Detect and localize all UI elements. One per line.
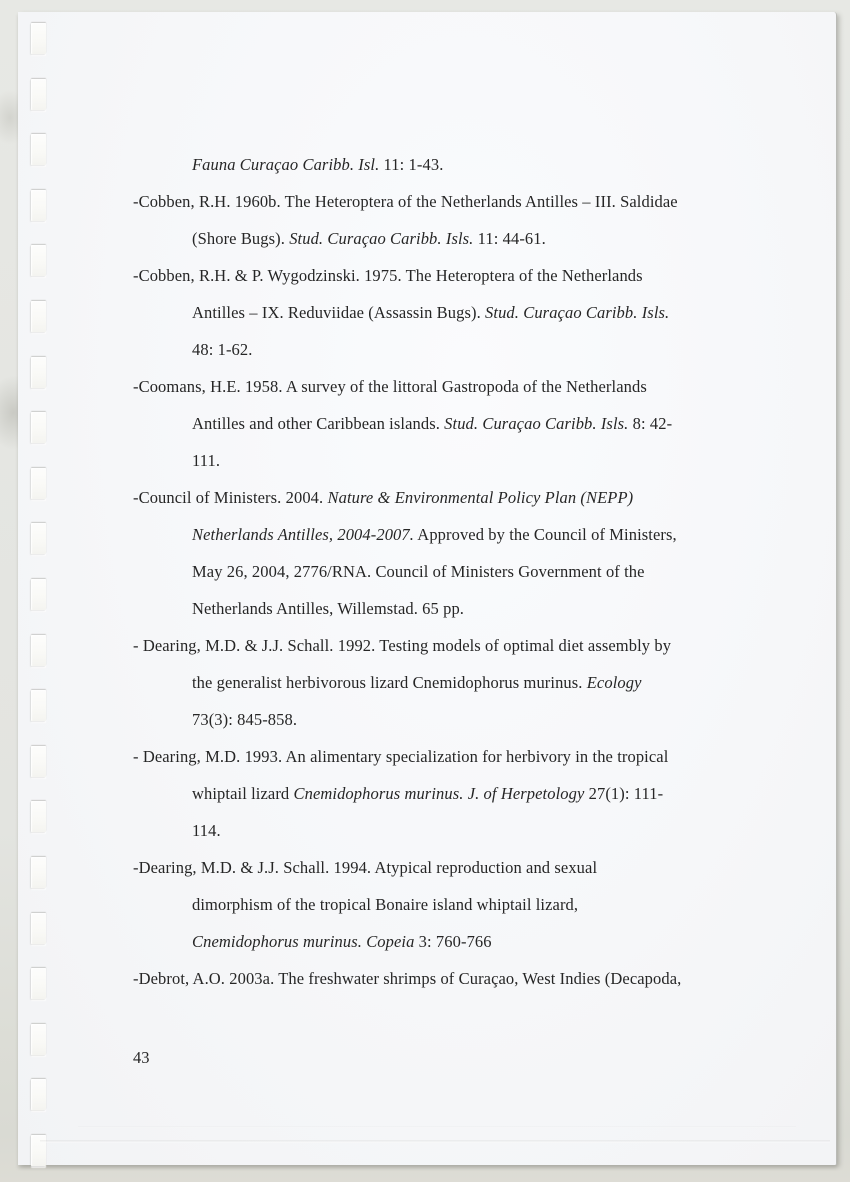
reference-text: whiptail lizard: [192, 784, 294, 803]
binding-hole: [31, 357, 46, 388]
reference-text-italic: Ecology: [586, 673, 642, 692]
binding-hole: [31, 801, 46, 832]
reference-text: the generalist herbivorous lizard Cnemidophorus murinus.: [192, 673, 587, 692]
reference-text-italic: Stud. Curaçao Caribb. Isls.: [485, 303, 670, 322]
binding-hole: [31, 1024, 46, 1055]
reference-line: [133, 442, 748, 479]
reference-text: May 26, 2004, 2776/RNA. Council of Ministers Government of the: [192, 562, 645, 581]
reference-line: [133, 701, 748, 738]
reference-line: [133, 590, 748, 627]
binding-hole: [31, 913, 46, 944]
page-number: 43: [133, 1048, 150, 1067]
reference-text: 114.: [192, 821, 221, 840]
binding-hole: [31, 23, 46, 54]
reference-text: dimorphism of the tropical Bonaire island whiptail lizard,: [192, 895, 579, 914]
reference-line: [133, 331, 748, 368]
reference-text: Antilles and other Caribbean islands.: [192, 414, 445, 433]
reference-text: -Cobben, R.H. 1960b. The Heteroptera of the Netherlands Antilles – III. Saldidae: [133, 192, 678, 211]
reference-line: [133, 627, 748, 664]
reference-line: [133, 405, 748, 442]
reference-line: [133, 886, 748, 923]
reference-text: -Dearing, M.D. & J.J. Schall. 1994. Atypical reproduction and sexual: [133, 858, 598, 877]
binding-hole: [31, 968, 46, 999]
reference-line: [133, 553, 748, 590]
reference-text: 111.: [192, 451, 221, 470]
reference-line: [133, 664, 748, 701]
reference-text: Netherlands Antilles, Willemstad. 65 pp.: [192, 599, 465, 618]
reference-line: [133, 479, 748, 516]
reference-text: 11: 44-61.: [473, 229, 546, 248]
binding-hole: [31, 635, 46, 666]
binding-holes: [18, 12, 78, 1165]
reference-line: [133, 220, 748, 257]
reference-text-italic: Fauna Curaçao Caribb. Isl.: [192, 155, 380, 174]
reference-line: [133, 516, 748, 553]
binding-hole: [31, 746, 46, 777]
reference-text-italic: Nature & Environmental Policy Plan (NEPP): [327, 488, 634, 507]
reference-text-italic: Stud. Curaçao Caribb. Isls.: [444, 414, 629, 433]
reference-line: [133, 923, 748, 960]
paper-crease: [78, 1126, 796, 1128]
reference-text: -Coomans, H.E. 1958. A survey of the littoral Gastropoda of the Netherlands: [133, 377, 647, 396]
reference-line: [133, 183, 748, 220]
paper-crease: [40, 1140, 830, 1143]
reference-text-italic: Cnemidophorus murinus. J. of Herpetology: [293, 784, 585, 803]
binding-hole: [31, 245, 46, 276]
reference-line: [133, 738, 748, 775]
reference-line: [133, 294, 748, 331]
binding-hole: [31, 79, 46, 110]
binding-hole: [31, 1079, 46, 1110]
reference-text: Approved by the Council of Ministers,: [413, 525, 677, 544]
reference-text-italic: Cnemidophorus murinus. Copeia: [192, 932, 415, 951]
reference-text: -Council of Ministers. 2004.: [133, 488, 328, 507]
reference-text: 3: 760-766: [414, 932, 492, 951]
scanned-page: [18, 12, 837, 1165]
reference-line: [133, 775, 748, 812]
reference-text-italic: Stud. Curaçao Caribb. Isls.: [289, 229, 474, 248]
reference-text: -Debrot, A.O. 2003a. The freshwater shrimps of Curaçao, West Indies (Decapoda,: [133, 969, 682, 988]
references-list: [133, 146, 748, 997]
binding-hole: [31, 412, 46, 443]
binding-hole: [31, 857, 46, 888]
reference-text: - Dearing, M.D. 1993. An alimentary specialization for herbivory in the tropical: [133, 747, 669, 766]
reference-line: [133, 960, 748, 997]
reference-text: 11: 1-43.: [379, 155, 444, 174]
reference-line: [133, 146, 748, 183]
binding-hole: [31, 523, 46, 554]
reference-text: 73(3): 845-858.: [192, 710, 298, 729]
reference-line: [133, 257, 748, 294]
binding-hole: [31, 690, 46, 721]
reference-text: Antilles – IX. Reduviidae (Assassin Bugs).: [192, 303, 486, 322]
reference-text: 27(1): 111-: [584, 784, 664, 803]
reference-line: [133, 849, 748, 886]
reference-text: 8: 42-: [628, 414, 673, 433]
reference-text: 48: 1-62.: [192, 340, 253, 359]
binding-hole: [31, 468, 46, 499]
reference-line: [133, 812, 748, 849]
reference-line: [133, 368, 748, 405]
reference-text: (Shore Bugs).: [192, 229, 290, 248]
binding-hole: [31, 134, 46, 165]
reference-text: - Dearing, M.D. & J.J. Schall. 1992. Testing models of optimal diet assembly by: [133, 636, 672, 655]
reference-text: -Cobben, R.H. & P. Wygodzinski. 1975. The Heteroptera of the Netherlands: [133, 266, 643, 285]
reference-text-italic: Netherlands Antilles, 2004-2007.: [192, 525, 414, 544]
binding-hole: [31, 190, 46, 221]
binding-hole: [31, 579, 46, 610]
binding-hole: [31, 301, 46, 332]
